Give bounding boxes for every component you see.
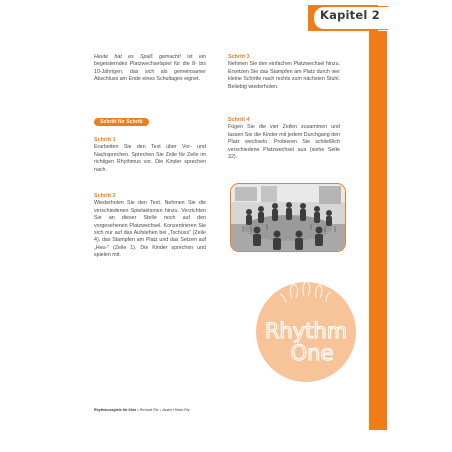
step-2-text: Wiederholen Sie den Text. Nehmen Sie die verschiedenen Spielaktionen hinzu. Verzichten Sie an dieser Stelle noch auf den vorgesehenen Platzwechsel. Konzentrieren Sie sich nur auf das Aufstehen bei „Tschüss" (Zeile 4), das Stampfen am Platz und das Setzen auf „Heu-" (Zeile 1). Die Kinder sprechen und spielen mit. <box>94 200 206 259</box>
step-2-title: Schritt 2 <box>94 193 116 199</box>
step-3-text: Nehmen Sie den einfachen Platzwechsel hinzu. Ersetzen Sie das Stampfen am Platz durch vier kleine Schritte nach rechts zum nächsten Stuhl. Beliebig wiederholen. <box>228 61 340 90</box>
intro-text: ist ein begeisterndes Platzwechselspiel für die 8- bis 10-Jährigen, das sich als gemeinsamer Abschluss am Ende eines Schultages eignet. <box>94 54 206 83</box>
classroom-photo-image <box>231 184 345 251</box>
step-1-text: Erarbeiten Sie den Text über Vor- und Nachsprechen. Sprechen Sie Zeile für Zeile im richtigen Rhythmus vor. Die Kinder sprechen nach. <box>94 144 206 173</box>
side-accent-bar <box>369 31 387 430</box>
step-1-title: Schritt 1 <box>94 137 116 143</box>
step-1 <box>94 137 206 174</box>
intro-lead: Heute hat es Spaß gemacht! <box>94 54 181 60</box>
chapter-title: Kapitel 2 <box>320 8 380 22</box>
footer-credits: Rhythmusspiele für Kids • Richard Filz • Janice Höber-Filz <box>94 408 190 412</box>
step-4-text: Fügen Sie die vier Zeilen zusammen und lassen Sie die Kinder mit jedem Durchgang den Platz wechseln. Probieren Sie schließlich verschiedene Platzwechsel aus (siehe Seite 32). <box>228 124 340 161</box>
step-2 <box>94 193 206 260</box>
rhythm-one-logo <box>252 276 360 384</box>
logo-one-text: One <box>290 341 334 365</box>
intro-paragraph <box>94 54 206 84</box>
step-4-title: Schritt 4 <box>228 117 250 123</box>
logo-rhythm-text: Rhythm <box>264 319 348 343</box>
footer-book-title: Rhythmusspiele für Kids <box>94 408 137 412</box>
classroom-photo <box>230 183 346 252</box>
section-badge: Schritt für Schritt <box>94 118 149 126</box>
page-number: 41 <box>369 403 383 414</box>
footer-authors: Richard Filz • Janice Höber-Filz <box>139 408 190 412</box>
step-3 <box>228 54 340 91</box>
step-3-title: Schritt 3 <box>228 54 250 60</box>
step-4 <box>228 117 340 161</box>
